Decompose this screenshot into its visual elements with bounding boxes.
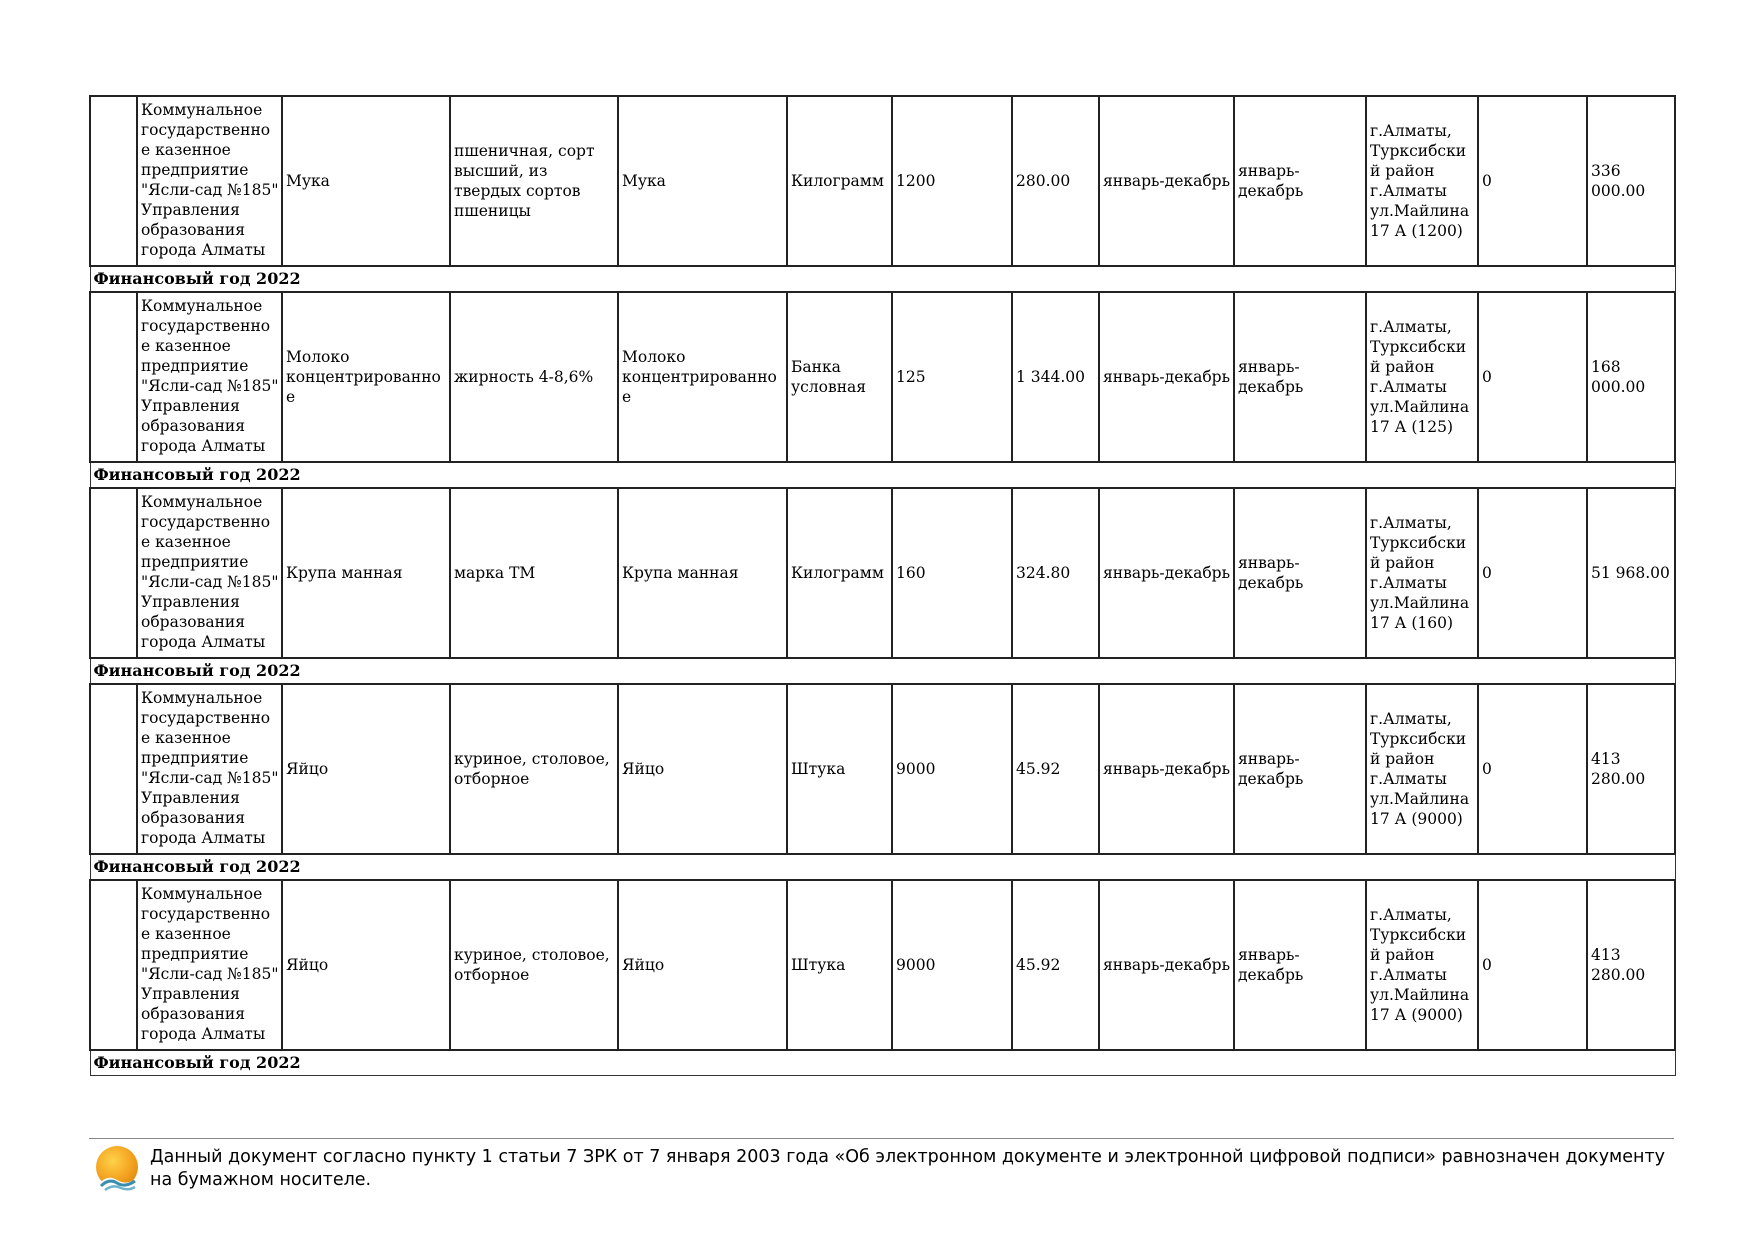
unit-cell: Килограмм <box>787 96 892 266</box>
table-row <box>90 684 1675 854</box>
period-cell: январь-декабрь <box>1099 488 1234 658</box>
customer-cell: Коммунальное государственное казенное предприятие "Ясли-сад №185" Управления образования города Алматы <box>137 684 282 854</box>
item-name-cell: Крупа манная <box>282 488 450 658</box>
legal-notice-text: Данный документ согласно пункту 1 статьи 7 ЗРК от 7 января 2003 года «Об электронном документе и электронной цифровой подписи» равнозначен документу на бумажном носителе. <box>150 1147 1666 1190</box>
period-cell: январь-декабрь <box>1099 292 1234 462</box>
item-name-cell: Мука <box>282 96 450 266</box>
row-number-cell <box>90 488 137 658</box>
row-number-cell <box>90 292 137 462</box>
advance-cell: 0 <box>1478 488 1587 658</box>
item-name-2-cell: Крупа манная <box>618 488 787 658</box>
item-spec-cell: марка ТМ <box>450 488 618 658</box>
quantity-cell: 160 <box>892 488 1012 658</box>
item-name-2-cell: Мука <box>618 96 787 266</box>
table-row <box>90 96 1675 266</box>
customer-cell: Коммунальное государственное казенное предприятие "Ясли-сад №185" Управления образования города Алматы <box>137 96 282 266</box>
unit-cell: Штука <box>787 684 892 854</box>
signature-footer <box>89 1138 1674 1190</box>
quantity-cell: 9000 <box>892 684 1012 854</box>
item-name-2-cell: Яйцо <box>618 684 787 854</box>
customer-cell: Коммунальное государственное казенное предприятие "Ясли-сад №185" Управления образования города Алматы <box>137 292 282 462</box>
delivery-period-cell: январь-декабрь <box>1234 292 1366 462</box>
price-cell: 45.92 <box>1012 880 1099 1050</box>
delivery-period-cell: январь-декабрь <box>1234 488 1366 658</box>
procurement-plan-document <box>89 95 1674 1076</box>
item-name-2-cell: Яйцо <box>618 880 787 1050</box>
customer-cell: Коммунальное государственное казенное предприятие "Ясли-сад №185" Управления образования города Алматы <box>137 488 282 658</box>
advance-cell: 0 <box>1478 880 1587 1050</box>
item-name-2-cell: Молоко концентрированное <box>618 292 787 462</box>
delivery-period-cell: январь-декабрь <box>1234 880 1366 1050</box>
quantity-cell: 9000 <box>892 880 1012 1050</box>
row-number-cell <box>90 96 137 266</box>
period-cell: январь-декабрь <box>1099 96 1234 266</box>
fiscal-year-label: Финансовый год 2022 <box>90 854 1675 880</box>
fiscal-year-label: Финансовый год 2022 <box>90 658 1675 684</box>
period-cell: январь-декабрь <box>1099 684 1234 854</box>
delivery-period-cell: январь-декабрь <box>1234 96 1366 266</box>
price-cell: 45.92 <box>1012 684 1099 854</box>
row-number-cell <box>90 684 137 854</box>
advance-cell: 0 <box>1478 684 1587 854</box>
procurement-plan-table <box>89 95 1676 1076</box>
fiscal-year-label: Финансовый год 2022 <box>90 266 1675 292</box>
total-cell: 413 280.00 <box>1587 684 1675 854</box>
row-number-cell <box>90 880 137 1050</box>
item-name-cell: Яйцо <box>282 684 450 854</box>
item-spec-cell: жирность 4-8,6% <box>450 292 618 462</box>
quantity-cell: 1200 <box>892 96 1012 266</box>
advance-cell: 0 <box>1478 96 1587 266</box>
item-spec-cell: куриное, столовое, отборное <box>450 880 618 1050</box>
price-cell: 1 344.00 <box>1012 292 1099 462</box>
fiscal-year-row <box>90 462 1675 488</box>
unit-cell: Штука <box>787 880 892 1050</box>
fiscal-year-label: Финансовый год 2022 <box>90 462 1675 488</box>
delivery-place-cell: г.Алматы, Турксибский район г.Алматы ул.Майлина 17 А (160) <box>1366 488 1478 658</box>
quantity-cell: 125 <box>892 292 1012 462</box>
item-name-cell: Молоко концентрированное <box>282 292 450 462</box>
price-cell: 280.00 <box>1012 96 1099 266</box>
delivery-place-cell: г.Алматы, Турксибский район г.Алматы ул.Майлина 17 А (125) <box>1366 292 1478 462</box>
delivery-place-cell: г.Алматы, Турксибский район г.Алматы ул.Майлина 17 А (1200) <box>1366 96 1478 266</box>
total-cell: 336 000.00 <box>1587 96 1675 266</box>
item-spec-cell: куриное, столовое, отборное <box>450 684 618 854</box>
fiscal-year-row <box>90 266 1675 292</box>
delivery-place-cell: г.Алматы, Турксибский район г.Алматы ул.Майлина 17 А (9000) <box>1366 880 1478 1050</box>
delivery-period-cell: январь-декабрь <box>1234 684 1366 854</box>
table-row <box>90 488 1675 658</box>
unit-cell: Килограмм <box>787 488 892 658</box>
table-row <box>90 880 1675 1050</box>
advance-cell: 0 <box>1478 292 1587 462</box>
item-spec-cell: пшеничная, сорт высший, из твердых сортов пшеницы <box>450 96 618 266</box>
egov-logo-icon <box>93 1144 141 1194</box>
period-cell: январь-декабрь <box>1099 880 1234 1050</box>
total-cell: 413 280.00 <box>1587 880 1675 1050</box>
table-row <box>90 292 1675 462</box>
item-name-cell: Яйцо <box>282 880 450 1050</box>
fiscal-year-label: Финансовый год 2022 <box>90 1050 1675 1076</box>
total-cell: 51 968.00 <box>1587 488 1675 658</box>
delivery-place-cell: г.Алматы, Турксибский район г.Алматы ул.Майлина 17 А (9000) <box>1366 684 1478 854</box>
unit-cell: Банка условная <box>787 292 892 462</box>
price-cell: 324.80 <box>1012 488 1099 658</box>
customer-cell: Коммунальное государственное казенное предприятие "Ясли-сад №185" Управления образования города Алматы <box>137 880 282 1050</box>
fiscal-year-row <box>90 854 1675 880</box>
total-cell: 168 000.00 <box>1587 292 1675 462</box>
fiscal-year-row <box>90 658 1675 684</box>
fiscal-year-row <box>90 1050 1675 1076</box>
